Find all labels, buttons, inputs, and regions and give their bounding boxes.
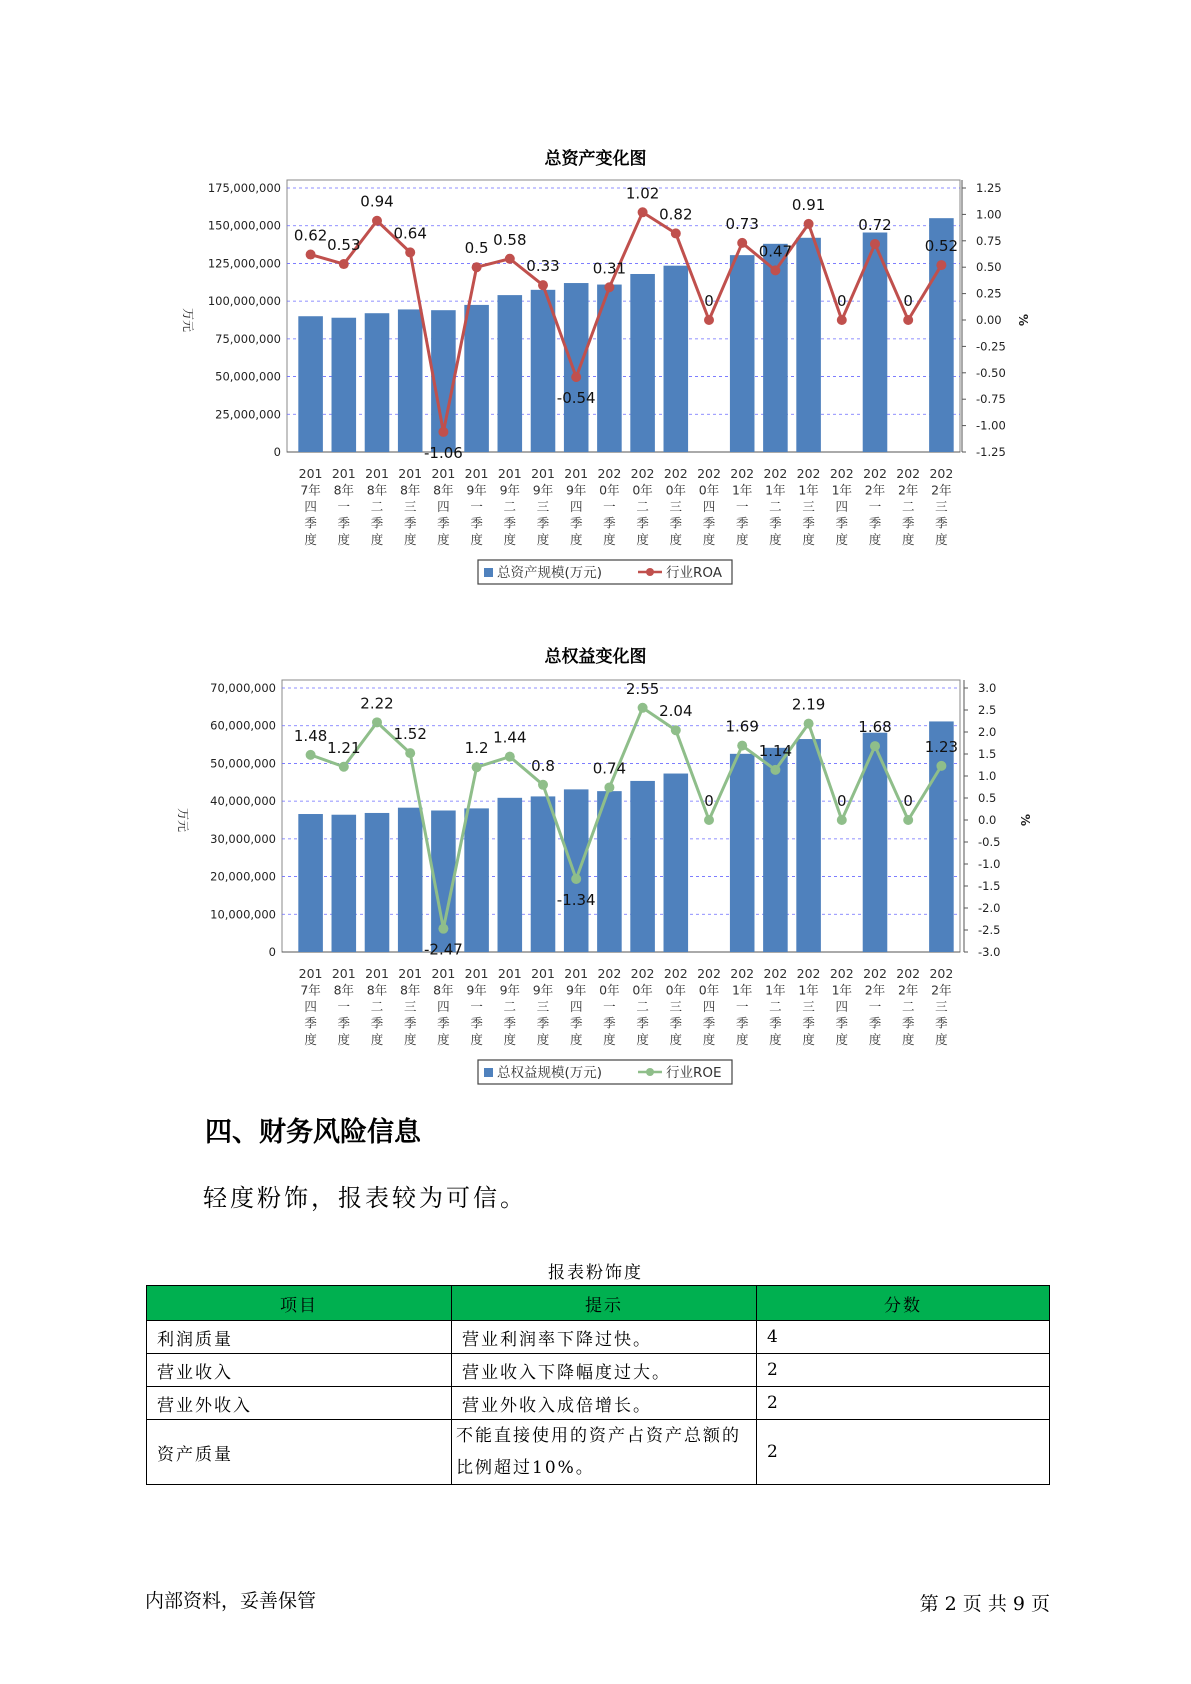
x-tick-label: 201 8年四季度 [431, 466, 456, 547]
data-label: 2.19 [791, 695, 826, 714]
x-tick-label: 202 0年二季度 [630, 466, 655, 547]
table-header-item: 项目 [147, 1286, 452, 1321]
line-point [538, 280, 548, 290]
bar [531, 290, 556, 452]
y-tick-label: 0 [273, 445, 281, 459]
x-tick-label: 202 2年一季度 [863, 966, 887, 1047]
data-label: 1.52 [393, 725, 427, 744]
bar [664, 266, 689, 452]
x-tick-label: 201 9年四季度 [564, 966, 589, 1047]
line-point [737, 238, 747, 248]
y2-tick-label: -1.00 [976, 418, 1006, 433]
bar [298, 316, 323, 452]
x-tick-label: 201 9年四季度 [564, 466, 589, 547]
line-point [538, 780, 548, 790]
data-label: 2.55 [625, 679, 660, 698]
line-point [405, 247, 415, 257]
chart-title-total-equity: 总权益变化图 [544, 647, 647, 667]
data-label: 1.14 [758, 741, 793, 760]
x-tick-label: 202 1年一季度 [730, 966, 755, 1047]
data-label: 0 [704, 792, 714, 810]
line-point [936, 260, 946, 270]
line-point [804, 219, 814, 229]
table-header-score: 分数 [757, 1286, 1050, 1321]
data-label: 1.23 [924, 737, 959, 756]
line-point [804, 719, 814, 729]
line-point [837, 315, 847, 325]
y-tick-label: 30,000,000 [210, 831, 276, 846]
line-point [604, 782, 614, 792]
y2-tick-label: 1.5 [978, 747, 997, 761]
data-label: 0 [837, 792, 847, 810]
data-label: 0.91 [791, 195, 826, 214]
bar [763, 748, 788, 952]
x-tick-label: 201 9年三季度 [531, 966, 555, 1047]
x-tick-label: 202 1年四季度 [829, 466, 854, 547]
legend-bar-label: 总权益规模(万元) [497, 1065, 603, 1081]
table-cell-hint: 不能直接使用的资产占资产总额的比例超过10%。 [452, 1420, 757, 1485]
bar [398, 309, 423, 452]
data-label: 0.72 [858, 215, 892, 234]
line-point [604, 282, 614, 292]
x-tick-label: 202 0年三季度 [663, 966, 688, 1047]
line-point [339, 259, 349, 269]
legend-line-marker [646, 568, 654, 576]
line-point [571, 372, 581, 382]
y-tick-label: 100,000,000 [207, 294, 281, 309]
line-point [472, 762, 482, 772]
y-axis-label: 万元 [181, 307, 195, 333]
y2-tick-label: 0.25 [976, 286, 1002, 301]
y-tick-label: 75,000,000 [215, 331, 281, 346]
y-tick-label: 150,000,000 [207, 218, 281, 233]
x-tick-label: 202 1年二季度 [763, 966, 788, 1047]
table-header-row [147, 1286, 1050, 1321]
bar [664, 774, 689, 952]
y2-tick-label: 0.5 [978, 791, 997, 805]
data-label: 2.04 [659, 702, 693, 721]
bar [630, 781, 655, 952]
bar [531, 796, 556, 952]
table-cell-hint: 营业收入下降幅度过大。 [452, 1354, 757, 1387]
y2-axis-label: % [1018, 813, 1032, 827]
table-row [147, 1321, 1050, 1354]
y2-tick-label: 1.25 [976, 181, 1002, 195]
line-point [936, 761, 946, 771]
x-tick-label: 201 8年二季度 [365, 966, 389, 1047]
line-point [638, 703, 648, 713]
bar [630, 274, 655, 452]
bar [796, 238, 821, 452]
x-tick-label: 201 8年一季度 [331, 466, 356, 547]
data-label: 0.52 [924, 237, 959, 256]
line-point [571, 874, 581, 884]
line-point [837, 815, 847, 825]
table-row [147, 1420, 1050, 1485]
y-tick-label: 40,000,000 [210, 794, 276, 809]
data-label: 1.48 [293, 726, 328, 745]
legend-line-marker [646, 1068, 654, 1076]
table-row [147, 1354, 1050, 1387]
data-label: 1.44 [493, 728, 527, 747]
table-cell-score: 2 [757, 1420, 1050, 1485]
data-label: 0 [903, 292, 913, 310]
x-tick-label: 201 9年一季度 [464, 466, 489, 547]
x-tick-label: 202 1年四季度 [829, 966, 854, 1047]
table-cell-hint: 营业外收入成倍增长。 [452, 1387, 757, 1420]
y2-tick-label: 0.50 [976, 260, 1002, 275]
y-tick-label: 50,000,000 [215, 369, 281, 384]
data-label: 0.31 [592, 259, 627, 278]
y2-tick-label: 0.00 [976, 313, 1002, 327]
line-point [405, 748, 415, 758]
footer-note: 内部资料，妥善保管 [145, 1590, 317, 1612]
line-point [306, 250, 316, 260]
data-label: 0.94 [360, 192, 394, 211]
legend-bar-label: 总资产规模(万元) [497, 565, 603, 581]
y2-tick-label: 1.00 [976, 207, 1002, 222]
x-tick-label: 202 0年一季度 [597, 966, 622, 1047]
line-point [737, 741, 747, 751]
table-row [147, 1387, 1050, 1420]
data-label: 0 [704, 292, 714, 310]
total-equity-chart [0, 670, 1191, 1090]
y-tick-label: 0 [268, 945, 276, 959]
line-point [870, 239, 880, 249]
table-cell-item: 利润质量 [147, 1321, 452, 1354]
bar [730, 255, 755, 452]
bar [564, 789, 589, 952]
x-tick-label: 202 2年二季度 [896, 466, 921, 547]
data-label: 0.82 [659, 205, 693, 224]
line-point [438, 427, 448, 437]
y-tick-label: 70,000,000 [210, 681, 276, 695]
y2-tick-label: -0.75 [976, 392, 1006, 407]
bar [464, 808, 489, 952]
line-point [903, 315, 913, 325]
data-label: 0.33 [526, 257, 560, 276]
bar [796, 739, 821, 952]
x-tick-label: 202 0年四季度 [697, 966, 721, 1047]
data-label: 1.68 [858, 718, 892, 737]
y2-tick-label: 0.0 [978, 813, 997, 827]
x-tick-label: 202 1年三季度 [796, 466, 821, 547]
data-label: 0.62 [293, 226, 328, 245]
data-label: 0.47 [758, 242, 793, 261]
x-tick-label: 202 1年二季度 [763, 466, 788, 547]
data-label: 0 [837, 292, 847, 310]
bar [365, 313, 390, 452]
bar [365, 813, 390, 952]
line-point [870, 741, 880, 751]
line-point [372, 717, 382, 727]
table-cell-hint: 营业利润率下降过快。 [452, 1321, 757, 1354]
x-tick-label: 201 9年二季度 [497, 966, 522, 1047]
x-tick-label: 201 7年四季度 [298, 466, 323, 547]
data-label: 0.53 [327, 236, 361, 255]
x-tick-label: 202 0年三季度 [663, 466, 688, 547]
y-tick-label: 175,000,000 [207, 181, 281, 195]
x-tick-label: 202 2年二季度 [896, 966, 921, 1047]
data-label: -1.06 [423, 443, 463, 462]
x-tick-label: 201 9年一季度 [464, 966, 489, 1047]
bar [298, 814, 323, 952]
y2-tick-label: -1.25 [976, 445, 1006, 459]
x-tick-label: 202 0年四季度 [697, 466, 721, 547]
y2-tick-label: -1.0 [978, 857, 1001, 871]
line-point [505, 752, 515, 762]
bar [929, 721, 954, 952]
y-tick-label: 20,000,000 [210, 869, 276, 884]
data-label: 1.02 [625, 184, 660, 203]
table-cell-item: 资产质量 [147, 1420, 452, 1485]
line-point [704, 315, 714, 325]
legend-line-label: 行业ROA [666, 565, 723, 581]
data-label: 2.22 [360, 694, 394, 713]
table-header-hint: 提示 [452, 1286, 757, 1321]
line-point [438, 924, 448, 934]
x-tick-label: 201 7年四季度 [298, 966, 323, 1047]
x-tick-label: 201 8年一季度 [331, 966, 356, 1047]
table-cell-score: 4 [757, 1321, 1050, 1354]
data-label: -1.34 [556, 890, 596, 909]
y-tick-label: 50,000,000 [210, 756, 276, 771]
y2-tick-label: -2.0 [978, 901, 1001, 915]
y-tick-label: 10,000,000 [210, 907, 276, 922]
chart-title-total-assets: 总资产变化图 [544, 149, 647, 169]
table-caption: 报表粉饰度 [548, 1263, 643, 1283]
x-tick-label: 201 8年三季度 [398, 466, 423, 547]
table-cell-item: 营业外收入 [147, 1387, 452, 1420]
y2-tick-label: -2.5 [978, 923, 1001, 937]
bar [464, 305, 489, 452]
data-label: 0.73 [725, 214, 759, 233]
y-tick-label: 25,000,000 [215, 407, 281, 422]
table-cell-score: 2 [757, 1387, 1050, 1420]
data-label: 0.64 [393, 224, 427, 243]
y-axis-label: 万元 [176, 807, 190, 833]
page-number: 第 2 页 共 9 页 [919, 1593, 1050, 1615]
x-tick-label: 201 8年二季度 [365, 466, 389, 547]
y2-tick-label: -0.25 [976, 339, 1006, 354]
y-tick-label: 125,000,000 [207, 256, 281, 271]
line-point [671, 228, 681, 238]
data-label: 0 [903, 792, 913, 810]
x-tick-label: 202 1年三季度 [796, 966, 821, 1047]
table-cell-score: 2 [757, 1354, 1050, 1387]
bar [730, 754, 755, 952]
legend-bar-swatch [484, 568, 493, 577]
data-label: -2.47 [423, 940, 463, 959]
data-label: 1.2 [464, 739, 489, 758]
y2-tick-label: -0.50 [976, 365, 1006, 380]
line-point [671, 725, 681, 735]
data-label: 0.8 [531, 756, 555, 775]
legend-bar-swatch [484, 1068, 493, 1077]
y2-tick-label: -3.0 [978, 945, 1001, 959]
data-label: 0.58 [493, 230, 527, 249]
line-point [770, 765, 780, 775]
section-heading: 四、财务风险信息 [205, 1117, 421, 1148]
bar [332, 318, 357, 452]
y2-tick-label: 0.75 [976, 233, 1002, 248]
data-label: 0.5 [464, 239, 489, 258]
table-cell-item: 营业收入 [147, 1354, 452, 1387]
bar [332, 815, 357, 952]
bar [564, 283, 589, 452]
y2-tick-label: 1.0 [978, 769, 997, 783]
x-tick-label: 202 0年一季度 [597, 466, 622, 547]
y2-tick-label: -0.5 [978, 835, 1001, 849]
x-tick-label: 202 0年二季度 [630, 966, 655, 1047]
x-tick-label: 201 8年三季度 [398, 966, 423, 1047]
bar [398, 808, 423, 952]
x-tick-label: 201 9年二季度 [497, 466, 522, 547]
line-point [638, 207, 648, 217]
y2-tick-label: 2.0 [978, 725, 997, 739]
data-label: -0.54 [556, 389, 596, 408]
legend-line-label: 行业ROE [666, 1065, 722, 1081]
y2-tick-label: -1.5 [978, 879, 1001, 893]
y2-axis-label: % [1016, 313, 1030, 327]
x-tick-label: 202 2年三季度 [929, 966, 954, 1047]
line-point [505, 254, 515, 264]
data-label: 1.21 [327, 738, 361, 757]
line-point [472, 262, 482, 272]
section-text: 轻度粉饰，报表较为可信。 [203, 1184, 527, 1212]
line-point [770, 265, 780, 275]
data-label: 0.74 [592, 759, 627, 778]
line-point [903, 815, 913, 825]
bar [498, 798, 523, 952]
x-tick-label: 202 1年一季度 [730, 466, 755, 547]
y2-tick-label: 2.5 [978, 703, 997, 717]
bar [498, 295, 523, 452]
x-tick-label: 202 2年三季度 [929, 466, 954, 547]
x-tick-label: 201 8年四季度 [431, 966, 456, 1047]
line-point [306, 750, 316, 760]
line-point [704, 815, 714, 825]
data-label: 1.69 [725, 717, 759, 736]
line-point [372, 216, 382, 226]
y-tick-label: 60,000,000 [210, 718, 276, 733]
total-assets-chart [0, 170, 1191, 590]
risk-table [146, 1285, 1050, 1485]
line-point [339, 762, 349, 772]
x-tick-label: 201 9年三季度 [531, 466, 555, 547]
y2-tick-label: 3.0 [978, 681, 997, 695]
x-tick-label: 202 2年一季度 [863, 466, 887, 547]
